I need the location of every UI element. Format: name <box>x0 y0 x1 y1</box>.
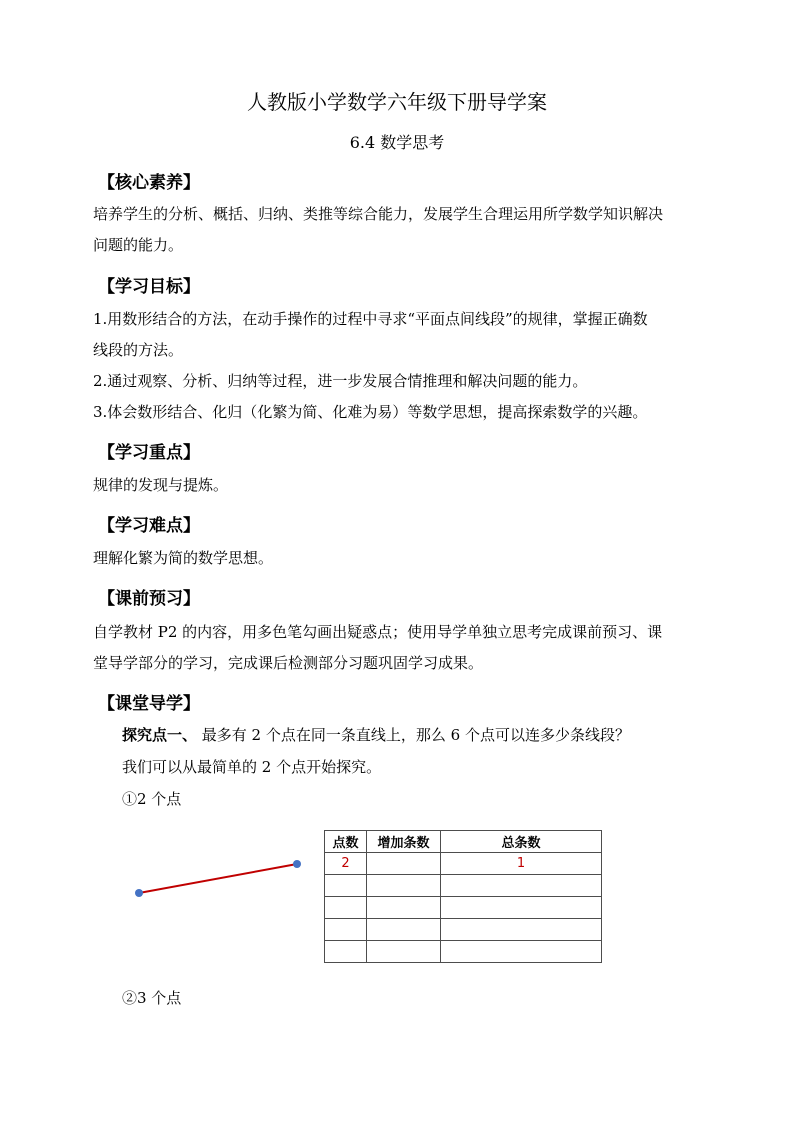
segment-line <box>139 864 297 893</box>
heading-preview: 【课前预习】 <box>98 589 200 609</box>
core-text-line-2: 问题的能力。 <box>93 236 184 254</box>
case-three-points-label: ②3 个点 <box>122 989 182 1007</box>
goal-line-3: 2.通过观察、分析、归纳等过程，进一步发展合情推理和解决问题的能力。 <box>93 372 588 390</box>
preview-line-1: 自学教材 P2 的内容，用多色笔勾画出疑惑点；使用导学单独立思考完成课前预习、课 <box>93 623 663 641</box>
table-cell: 2 <box>325 853 367 875</box>
table-cell <box>367 875 441 897</box>
point-b <box>293 860 301 868</box>
header-points: 点数 <box>325 831 367 853</box>
table-cell <box>325 941 367 963</box>
points-segments-table <box>324 830 602 963</box>
table-cell: 1 <box>441 853 602 875</box>
table-row <box>325 853 602 875</box>
difficulty-text: 理解化繁为简的数学思想。 <box>93 549 274 567</box>
heading-guide: 【课堂导学】 <box>98 694 200 714</box>
goal-line-2: 线段的方法。 <box>93 341 184 359</box>
table-cell <box>367 853 441 875</box>
table-cell <box>441 897 602 919</box>
heading-key: 【学习重点】 <box>98 443 200 463</box>
table-cell <box>325 875 367 897</box>
heading-core: 【核心素养】 <box>98 173 200 193</box>
table-cell <box>441 875 602 897</box>
preview-line-2: 堂导学部分的学习，完成课后检测部分习题巩固学习成果。 <box>93 654 484 672</box>
table-header-row <box>325 831 602 853</box>
explore-label: 探究点一、 <box>122 726 198 744</box>
key-text: 规律的发现与提炼。 <box>93 476 229 494</box>
table-cell <box>367 941 441 963</box>
goal-line-1: 1.用数形结合的方法，在动手操作的过程中寻求“平面点间线段”的规律，掌握正确数 <box>93 310 648 328</box>
heading-goals: 【学习目标】 <box>98 277 200 297</box>
table-cell <box>441 941 602 963</box>
two-point-segment-figure <box>120 845 320 915</box>
explore-point <box>122 720 630 751</box>
explore-start-line: 我们可以从最简单的 2 个点开始探究。 <box>122 758 382 776</box>
table-cell <box>367 897 441 919</box>
table-row <box>325 875 602 897</box>
goal-line-4: 3.体会数形结合、化归（化繁为简、化难为易）等数学思想，提高探索数学的兴趣。 <box>93 403 648 421</box>
heading-difficulty: 【学习难点】 <box>98 516 200 536</box>
explore-question: 最多有 2 个点在同一条直线上，那么 6 个点可以连多少条线段？ <box>197 726 630 744</box>
table-cell <box>441 919 602 941</box>
header-added: 增加条数 <box>367 831 441 853</box>
point-a <box>135 889 143 897</box>
lesson-subtitle: 6.4 数学思考 <box>349 133 445 152</box>
table-row <box>325 919 602 941</box>
case-two-points-label: ①2 个点 <box>122 790 182 808</box>
table-cell <box>325 919 367 941</box>
header-total: 总条数 <box>441 831 602 853</box>
core-text-line-1: 培养学生的分析、概括、归纳、类推等综合能力，发展学生合理运用所学数学知识解决 <box>93 205 664 223</box>
table-cell <box>367 919 441 941</box>
table-row <box>325 941 602 963</box>
page-title: 人教版小学数学六年级下册导学案 <box>247 90 547 114</box>
table-cell <box>325 897 367 919</box>
table-row <box>325 897 602 919</box>
